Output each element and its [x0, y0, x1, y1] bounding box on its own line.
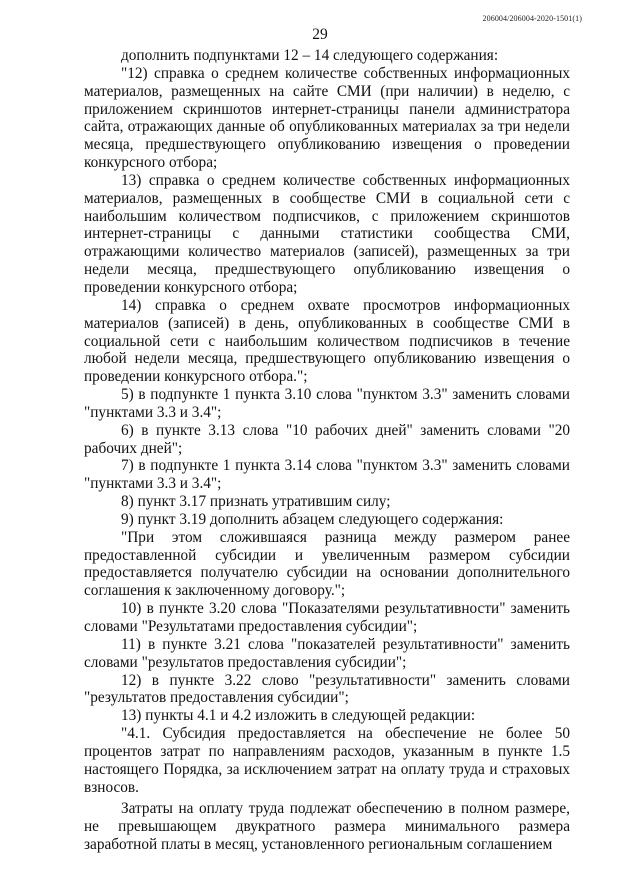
paragraph-intro: дополнить подпунктами 12 – 14 следующего содержания:: [121, 47, 499, 64]
paragraph-item-14: 14) справка о среднем охвате просмотров информационных материалов (записей) в день, опубликованных в сообществе СМИ в социальной сети с наибольшим количеством подписчиков в течение любой недели месяца, предшествующего опубликованию извещения о проведении конкурсного отбора.";: [84, 296, 570, 386]
body-text: [84, 47, 570, 854]
paragraph-amendment-10: 10) в пункте 3.20 слова "Показателями результативности" заменить словами "Результатами предоставления субсидии";: [84, 600, 570, 635]
paragraph-amendment-8: 8) пункт 3.17 признать утратившим силу;: [121, 493, 391, 511]
paragraph-item-13: 13) справка о среднем количестве собственных информационных материалов, размещенных в сообществе СМИ в социальной сети с наибольшим количеством подписчиков, с приложением скриншотов интернет-страницы с данными статистики сообщества СМИ, отражающими количество материалов (записей), размещенных за три недели месяца, предшествующего опубликованию извещения о проведении конкурсного отбора;: [84, 171, 570, 296]
paragraph-amendment-13: 13) пункты 4.1 и 4.2 изложить в следующей редакции:: [121, 707, 476, 725]
page-number: 29: [312, 26, 328, 43]
paragraph-amendment-7: 7) в подпункте 1 пункта 3.14 слова "пунктом 3.3" заменить словами "пунктами 3.3 и 3.4";: [84, 457, 570, 493]
paragraph-amendment-12: 12) в пункте 3.22 слово "результативности" заменить словами "результатов предоставления субсидии";: [84, 671, 570, 707]
paragraph-item-12: "12) справка о среднем количестве собственных информационных материалов, размещенных на сайте СМИ (при наличии) в неделю, с приложением скриншотов интернет-страницы панели администратора сайта, отражающих данные об опубликованных материалах за три недели месяца, предшествующего опубликованию извещения о проведении конкурсного отбора;: [84, 64, 570, 172]
document-code: 206004/206004-2020-1501(1): [482, 14, 582, 23]
paragraph-amendment-9: 9) пункт 3.19 дополнить абзацем следующего содержания:: [121, 510, 504, 528]
paragraph-clause-4-1: "4.1. Субсидия предоставляется на обеспечение не более 50 процентов затрат по направлениям расходов, указанным в пункте 1.5 настоящего Порядка, за исключением затрат на оплату труда и страховых взносов.: [84, 725, 570, 796]
paragraph-amendment-6: 6) в пункте 3.13 слова "10 рабочих дней" заменить словами "20 рабочих дней";: [84, 421, 570, 457]
paragraph-amendment-5: 5) в подпункте 1 пункта 3.10 слова "пунктом 3.3" заменить словами "пунктами 3.3 и 3.4";: [84, 386, 570, 421]
paragraph-amendment-11: 11) в пункте 3.21 слова "показателей результативности" заменить словами "результатов предоставления субсидии";: [84, 635, 570, 671]
paragraph-labor-costs: Затраты на оплату труда подлежат обеспечению в полном размере, не превышающем двукратного размера минимального размера заработной платы в месяц, установленного региональным соглашением: [84, 800, 570, 854]
paragraph-amendment-9-quote: "При этом сложившаяся разница между размером ранее предоставленной субсидии и увеличенным размером субсидии предоставляется получателю субсидии на основании дополнительного соглашения к заключенному договору.";: [84, 528, 570, 600]
